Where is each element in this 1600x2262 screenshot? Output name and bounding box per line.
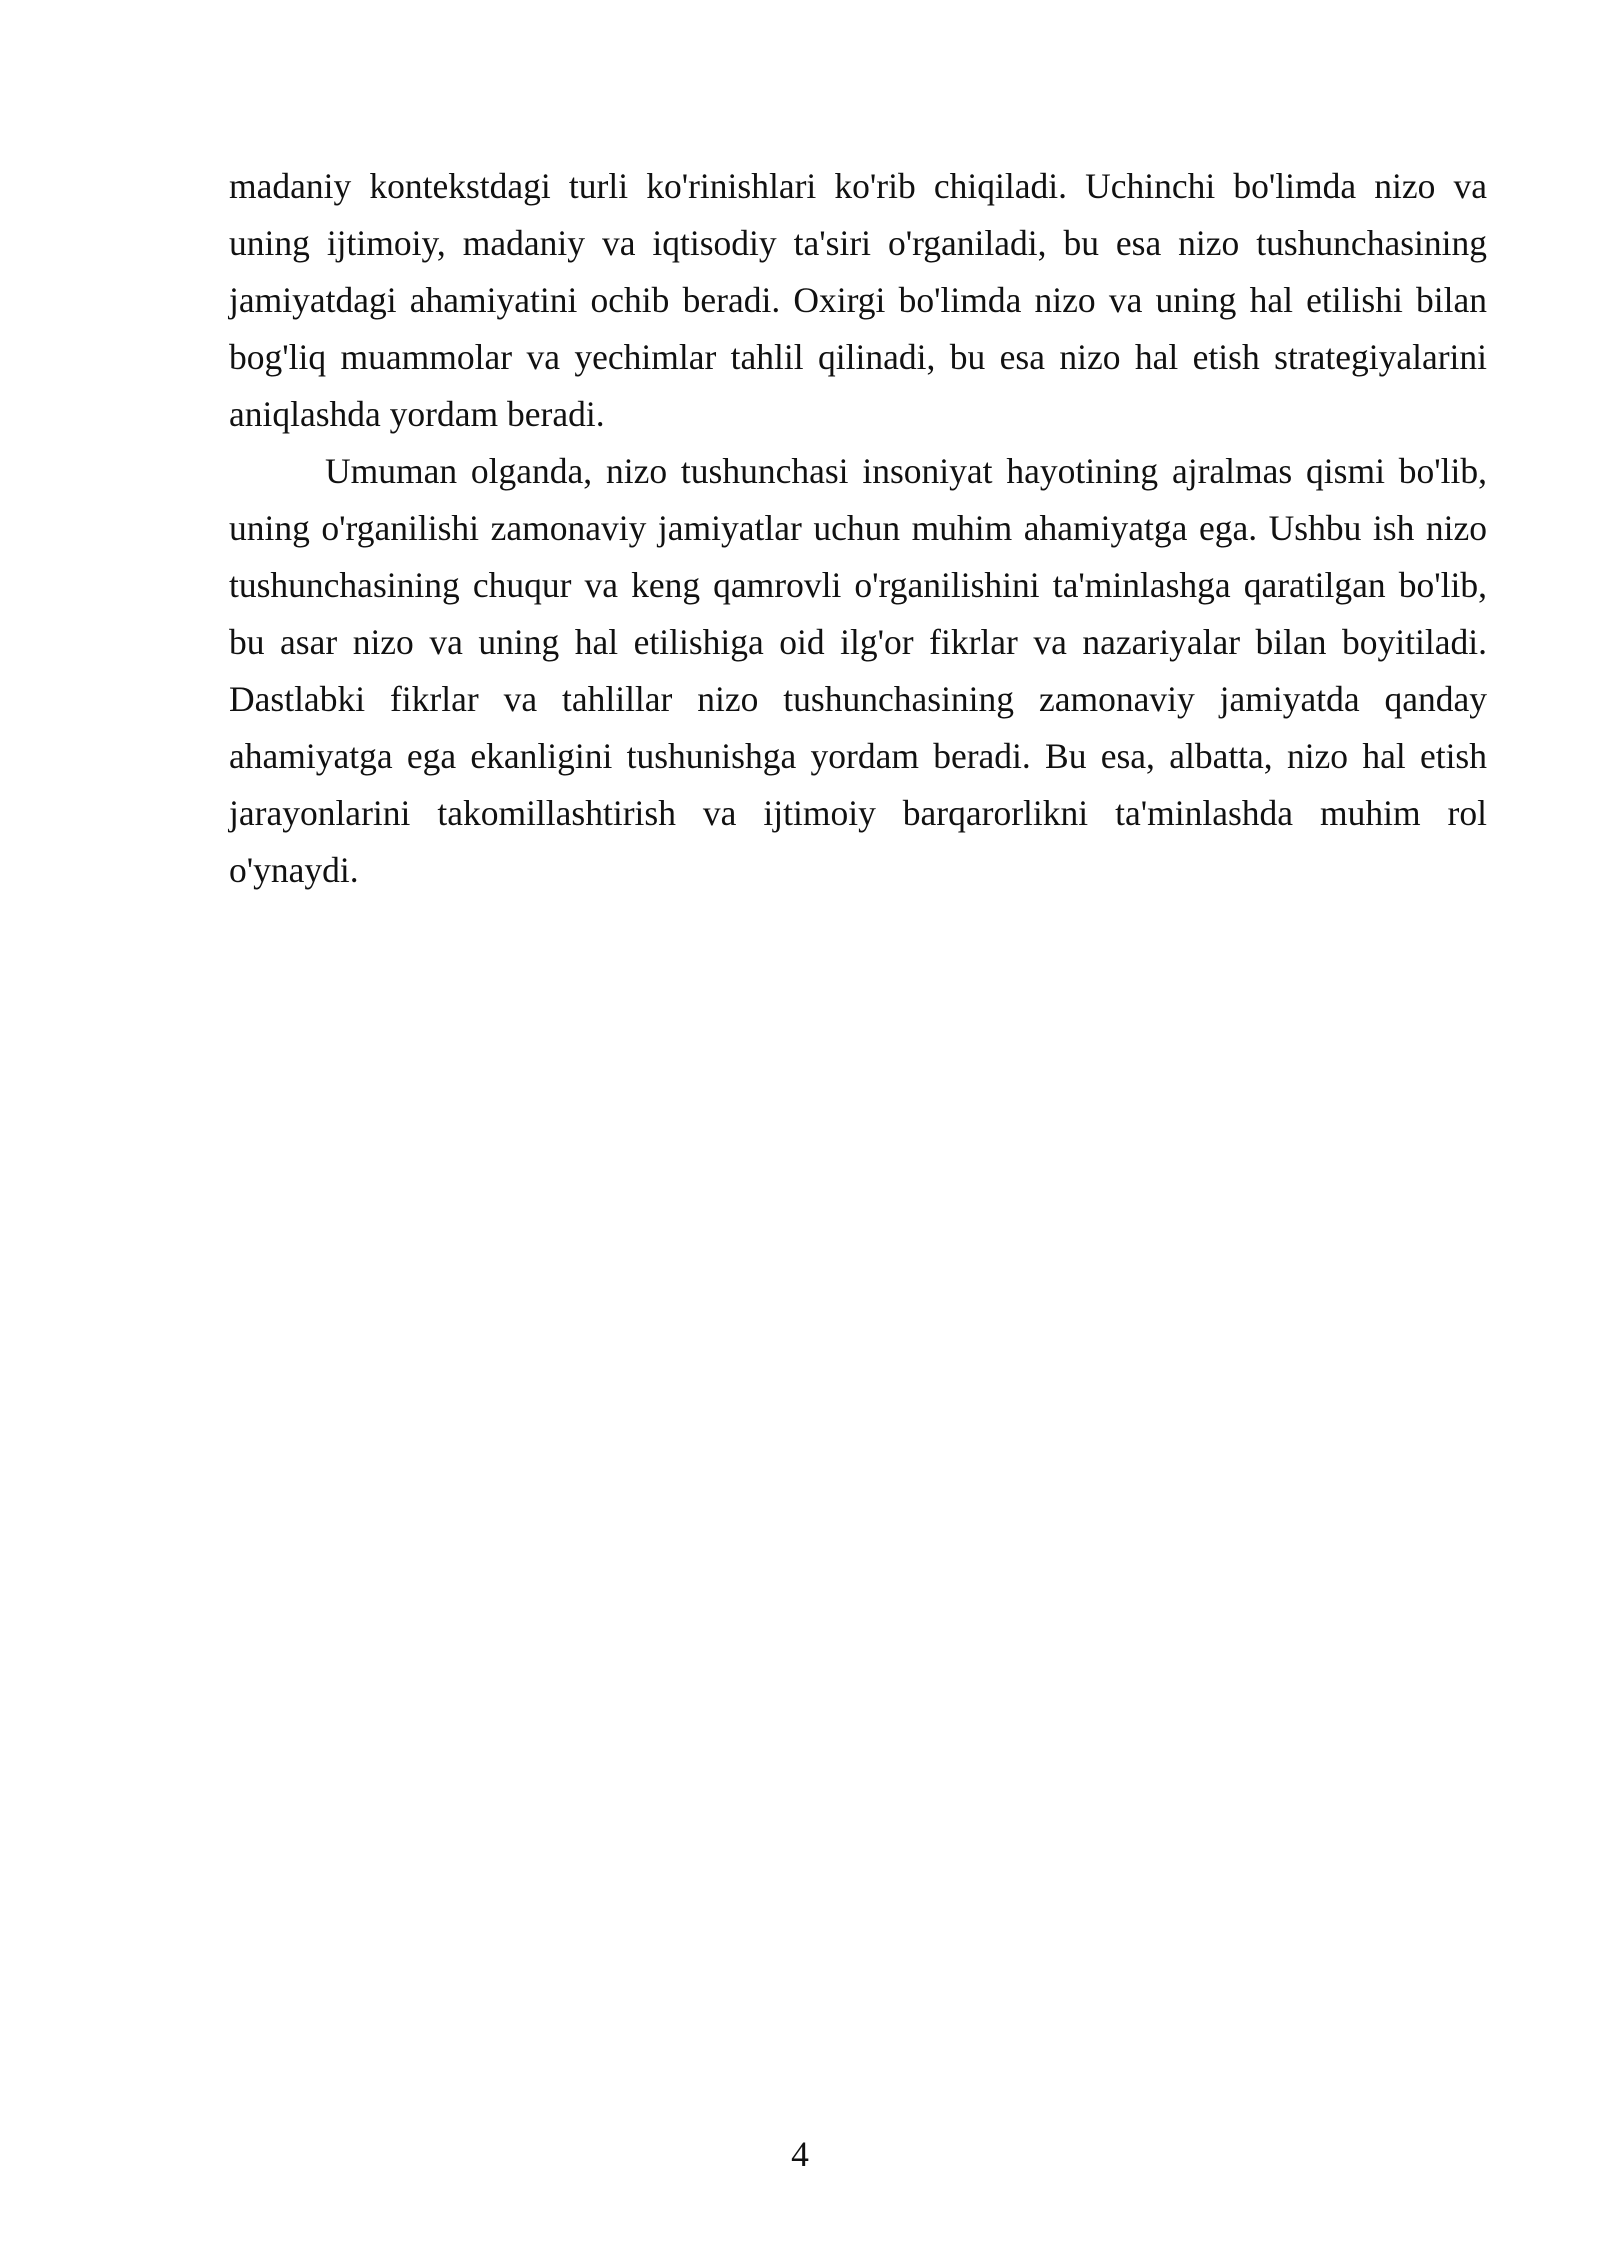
page-number: 4 xyxy=(791,2134,809,2174)
paragraph-continuation: madaniy kontekstdagi turli ko'rinishlari ko'rib chiqiladi. Uchinchi bo'limda nizo va uning ijtimoiy, madaniy va iqtisodiy ta'siri o'rganiladi, bu esa nizo tushunchasining jamiyatdagi ahamiyatini ochib beradi. Oxirgi bo'limda nizo va uning hal etilishi bilan bog'liq muammolar va yechimlar tahlil qilinadi, bu esa nizo hal etish strategiyalarini aniqlashda yordam beradi. xyxy=(229,166,1487,434)
body-text xyxy=(229,158,1487,899)
paragraph-conclusion: Umuman olganda, nizo tushunchasi insoniyat hayotining ajralmas qismi bo'lib, uning o'rganilishi zamonaviy jamiyatlar uchun muhim ahamiyatga ega. Ushbu ish nizo tushunchasining chuqur va keng qamrovli o'rganilishini ta'minlashga qaratilgan bo'lib, bu asar nizo va uning hal etilishiga oid ilg'or fikrlar va nazariyalar bilan boyitiladi. Dastlabki fikrlar va tahlillar nizo tushunchasining zamonaviy jamiyatda qanday ahamiyatga ega ekanligini tushunishga yordam beradi. Bu esa, albatta, nizo hal etish jarayonlarini takomillashtirish va ijtimoiy barqarorlikni ta'minlashda muhim rol o'ynaydi. xyxy=(229,451,1487,890)
